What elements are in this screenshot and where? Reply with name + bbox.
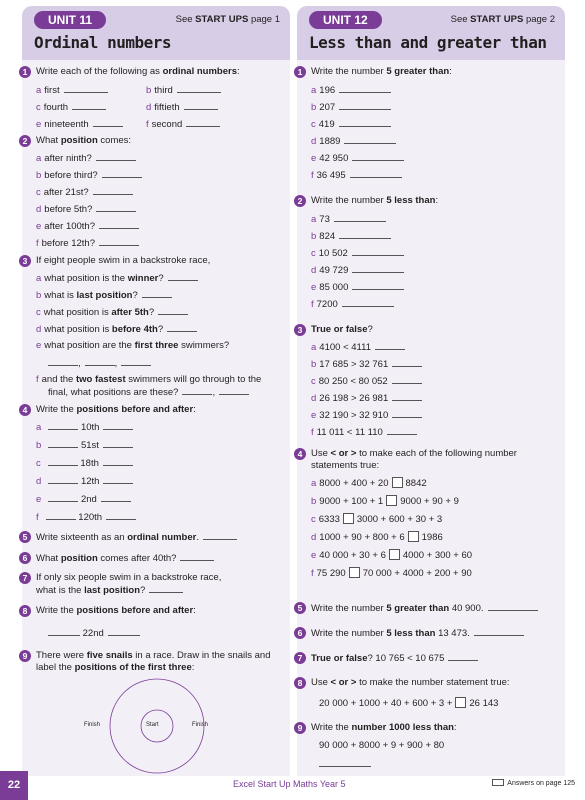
answer-item: c 80 250 < 80 052 (311, 375, 422, 387)
answer-item: c 10 502 (311, 247, 404, 259)
answer-item: f 75 290 70 000 + 4000 + 200 + 90 (311, 568, 472, 579)
answer-blanks: , , (48, 357, 151, 369)
answer-blank[interactable] (334, 213, 386, 222)
answer-blank[interactable] (103, 439, 133, 448)
comparison-box[interactable] (455, 697, 466, 708)
answer-item: c after 21st? (36, 186, 133, 198)
answer-item: f 7200 (311, 298, 394, 310)
answer-item: 22nd (48, 627, 140, 639)
answer-blank[interactable] (177, 84, 221, 93)
question-number: 6 (294, 627, 306, 639)
answer-key-icon (492, 779, 504, 786)
unit-12-header (297, 6, 565, 60)
answer-item: c 6333 3000 + 600 + 30 + 3 (311, 514, 443, 525)
answer-item: e 42 950 (311, 152, 404, 164)
answer-item (319, 758, 371, 770)
answer-blank[interactable] (339, 118, 391, 127)
answer-item: f before 12th? (36, 237, 139, 249)
answer-item: e 85 000 (311, 281, 404, 293)
answer-blank[interactable] (93, 118, 123, 127)
answer-item: a 4100 < 4111 (311, 341, 405, 353)
answer-blank[interactable] (352, 264, 404, 273)
answer-item: d 26 198 > 26 981 (311, 392, 422, 404)
answer-blank[interactable] (48, 493, 78, 502)
comparison-box[interactable] (343, 513, 354, 524)
answer-blank[interactable] (48, 439, 78, 448)
finish-label-right: Finish (192, 722, 209, 728)
see-reference: See START UPS page 2 (450, 14, 555, 25)
answer-item: 20 000 + 1000 + 40 + 600 + 3 + 26 143 (319, 698, 499, 709)
answer-item: d 12th (36, 475, 133, 487)
answer-item: f and the two fastest swimmers will go through to the (36, 374, 262, 385)
answer-item: a after ninth? (36, 152, 136, 164)
answer-blank[interactable] (474, 627, 524, 636)
answer-blank[interactable] (106, 511, 136, 520)
question-number: 5 (19, 531, 31, 543)
comparison-box[interactable] (408, 531, 419, 542)
answer-blank[interactable] (102, 169, 142, 178)
answers-reference: Answers on page 125 (492, 779, 575, 787)
answer-item: e 2nd (36, 493, 131, 505)
answer-blank[interactable] (64, 84, 108, 93)
unit-title: Less than and greater than (309, 33, 547, 52)
answer-item: e 40 000 + 30 + 6 4000 + 300 + 60 (311, 550, 473, 561)
question-number: 1 (19, 66, 31, 78)
answer-blank[interactable] (85, 357, 115, 366)
answer-blank[interactable] (392, 375, 422, 384)
answer-blank[interactable] (93, 186, 133, 195)
answer-item: b 824 (311, 230, 391, 242)
answer-blank[interactable] (121, 357, 151, 366)
answer-blank[interactable] (48, 475, 78, 484)
question-number: 1 (294, 66, 306, 78)
answer-item: a 8000 + 400 + 20 8842 (311, 478, 427, 489)
page-footer (0, 771, 585, 800)
answer-item: a what position is the winner? (36, 272, 198, 284)
unit-title: Ordinal numbers (34, 33, 171, 52)
unit-12-body: 1 Write the number 5 greater than: a 196 b 207 c 419 d 1889 e 42 950 f 36 495 2 Write the number 5 less than: a 73 b 824 c 10 502 d 49 729 e 85 000 f 7200 3 True or false? a 4100 < 4111 b 17 685 > 32 761 c 80 250 < 80 052 d 26 198 > 26 981 e 32 190 > 32 910 f 11 011 < 11 110 4 Use < or > to make each of the following number statements true: a 8000 + 400 + 20 8842 b 9000 + 100 + 1 9000 + 90 + 9 c 6333 3000 + 600 + 30 + 3 d 1000 + 90 + 800 + 6 1986 e 40 000 + 30 + 6 4000 + 300 + 60 f 75 290 70 000 + 4000 + 200 + 90 5 Write the number 5 greater than 40 900. 6 Write the number 5 less than 13 473. 7 True or false? 10 765 < 10 675 8 Use < or > to make the number statement true: 20 000 + 1000 + 40 + 600 + 3 + 26 143 9 Write the number 1000 less than: 90 000 + 8000 + 9 + 900 + 80 (297, 60, 565, 776)
answer-blank[interactable] (375, 341, 405, 350)
question-number: 6 (19, 552, 31, 564)
answer-item: c what position is after 5th? (36, 306, 188, 318)
answer-blank[interactable] (488, 602, 538, 611)
answer-blank[interactable] (344, 135, 396, 144)
answer-item: b 207 (311, 101, 391, 113)
question-number: 5 (294, 602, 306, 614)
answer-blank[interactable] (180, 552, 214, 561)
answer-blank[interactable] (96, 152, 136, 161)
answer-item: e nineteenth (36, 118, 123, 130)
answer-blank[interactable] (339, 230, 391, 239)
question-number: 8 (19, 605, 31, 617)
answer-blank[interactable] (392, 409, 422, 418)
question-number: 8 (294, 677, 306, 689)
answer-blank[interactable] (149, 584, 183, 593)
question-number: 3 (294, 324, 306, 336)
answer-blank[interactable] (46, 511, 76, 520)
answer-blank[interactable] (352, 152, 404, 161)
answer-item: a 196 (311, 84, 391, 96)
question-number: 2 (294, 195, 306, 207)
question-number: 2 (19, 135, 31, 147)
answer-blank[interactable] (103, 421, 133, 430)
answer-item: d before 5th? (36, 203, 136, 215)
answer-blank[interactable] (167, 323, 197, 332)
finish-label-left: Finish (84, 722, 101, 728)
answer-item: e what position are the first three swimmers? (36, 340, 230, 351)
answer-blank[interactable] (186, 118, 220, 127)
answer-item: d 1889 (311, 135, 396, 147)
comparison-box[interactable] (389, 549, 400, 560)
answer-item: c 419 (311, 118, 391, 130)
answer-item: d fiftieth (146, 101, 218, 113)
answer-blank[interactable] (448, 652, 478, 661)
unit-12-column (297, 6, 565, 751)
answer-blank[interactable] (352, 247, 404, 256)
answer-blank[interactable] (339, 101, 391, 110)
answer-item: b third (146, 84, 221, 96)
answer-item: a 10th (36, 421, 133, 433)
answer-blank[interactable] (387, 426, 417, 435)
answer-item: c 18th (36, 457, 133, 469)
question-number: 4 (19, 404, 31, 416)
answer-blank[interactable] (103, 475, 133, 484)
answer-blank[interactable] (319, 758, 371, 767)
comparison-box[interactable] (349, 567, 360, 578)
comparison-box[interactable] (386, 495, 397, 506)
answer-item: a 73 (311, 213, 386, 225)
answer-blank[interactable] (96, 203, 136, 212)
question-number: 9 (19, 650, 31, 662)
unit-badge: UNIT 12 (309, 11, 382, 29)
answer-blank[interactable] (350, 169, 402, 178)
answer-blank[interactable] (184, 101, 218, 110)
page-number: 22 (0, 771, 28, 800)
answer-blank[interactable] (342, 298, 394, 307)
answer-item: b what is last position? (36, 289, 172, 301)
answer-item: e after 100th? (36, 220, 139, 232)
answer-blank[interactable] (142, 289, 172, 298)
answer-item: e 32 190 > 32 910 (311, 409, 422, 421)
start-label: Start (146, 722, 159, 728)
question-number: 3 (19, 255, 31, 267)
answer-blank[interactable] (99, 220, 139, 229)
question-number: 7 (294, 652, 306, 664)
answer-item: d 49 729 (311, 264, 404, 276)
answer-blank[interactable] (182, 386, 212, 395)
answer-item: d what position is before 4th? (36, 323, 197, 335)
answer-item: b 17 685 > 32 761 (311, 358, 422, 370)
answer-blank[interactable] (48, 421, 78, 430)
answer-blank[interactable] (168, 272, 198, 281)
unit-11-header (22, 6, 290, 60)
answer-blank[interactable] (103, 457, 133, 466)
answer-blank[interactable] (392, 358, 422, 367)
answer-item: b 9000 + 100 + 1 9000 + 90 + 9 (311, 496, 459, 507)
answer-item: f second (146, 118, 220, 130)
answer-blank[interactable] (48, 627, 80, 636)
answer-item: final, what positions are these? , (48, 386, 249, 398)
answer-blank[interactable] (392, 392, 422, 401)
unit-11-body: 1 Write each of the following as ordinal numbers: a first b third c fourth d fiftieth e nineteenth f second 2 What position comes: a after ninth? b before third? c after 21st? d before 5th? e after 100th? f before 12th? 3 If eight people swim in a backstroke race, a what position is the winner? b what is last position? c what position is after 5th? d what position is before 4th? e what position are the first three swimmers? , , f and the two fastest swimmers will go through to the final, what positions are these? , 4 Write the positions before and after: a 10th b 51st c 18th d 12th e 2nd f 120th 5 Write sixteenth as an ordinal number. 6 What position comes after 40th? 7 If only six people swim in a backstroke race, what is the last position? 8 Write the positions before and after: 22nd 9 There were five snails in a race. Draw in the snails and label the positions of the first three: Start Finish Finish (22, 60, 290, 776)
answer-item: f 120th (36, 511, 136, 523)
answer-item: c fourth (36, 101, 106, 113)
answer-blank[interactable] (101, 493, 131, 502)
answer-item: f 11 011 < 11 110 (311, 426, 417, 438)
answer-item: f 36 495 (311, 169, 402, 181)
answer-blank[interactable] (99, 237, 139, 246)
answer-blank[interactable] (352, 281, 404, 290)
book-title: Excel Start Up Maths Year 5 (233, 779, 346, 789)
answer-blank[interactable] (108, 627, 140, 636)
answer-item: b 51st (36, 439, 133, 451)
question-number: 4 (294, 448, 306, 460)
answer-item: b before third? (36, 169, 142, 181)
answer-blank[interactable] (48, 357, 78, 366)
answer-blank[interactable] (72, 101, 106, 110)
question-number: 9 (294, 722, 306, 734)
unit-badge: UNIT 11 (34, 11, 106, 29)
answer-blank[interactable] (339, 84, 391, 93)
answer-item: d 1000 + 90 + 800 + 6 1986 (311, 532, 443, 543)
answer-blank[interactable] (203, 531, 237, 540)
unit-11-column (22, 6, 290, 728)
answer-item: a first (36, 84, 108, 96)
answer-blank[interactable] (158, 306, 188, 315)
question-number: 7 (19, 572, 31, 584)
answer-item: 90 000 + 8000 + 9 + 900 + 80 (319, 740, 445, 751)
answer-blank[interactable] (48, 457, 78, 466)
answer-blank[interactable] (219, 386, 249, 395)
see-reference: See START UPS page 1 (175, 14, 280, 25)
comparison-box[interactable] (392, 477, 403, 488)
